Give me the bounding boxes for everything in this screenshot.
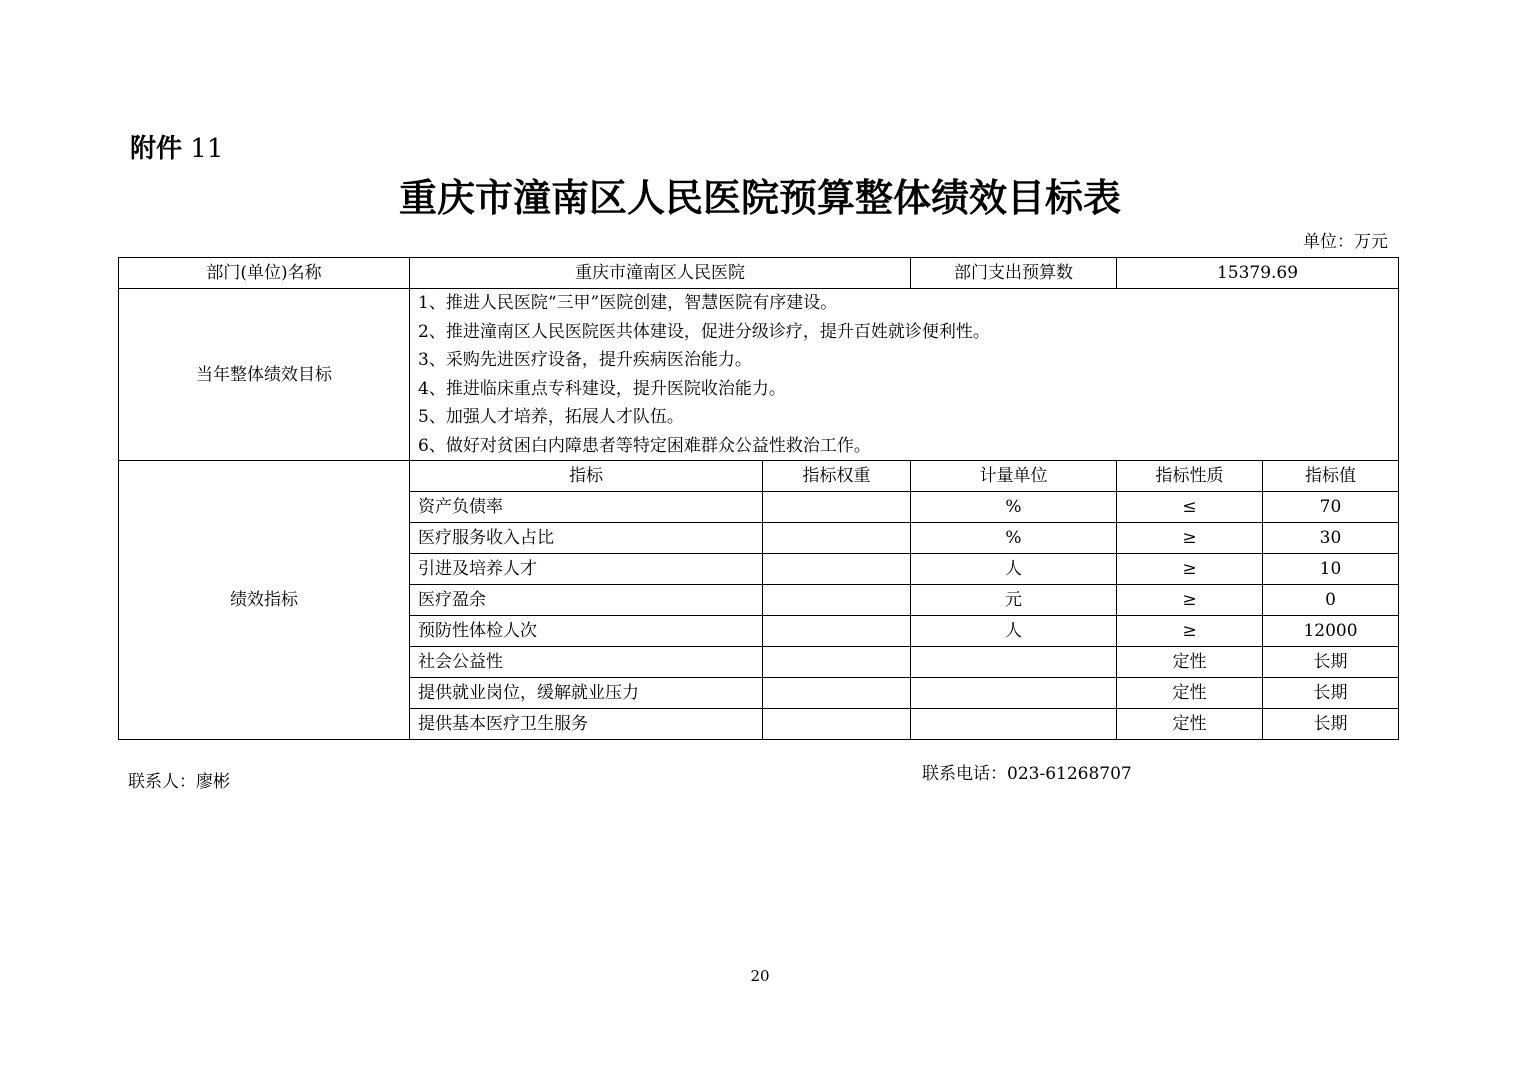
indicator-unit [911, 709, 1117, 740]
indicator-weight [763, 709, 911, 740]
indicator-name: 社会公益性 [410, 647, 763, 678]
indicator-value: 长期 [1263, 709, 1399, 740]
indicator-name: 资产负债率 [410, 492, 763, 523]
dept-name-cell: 重庆市潼南区人民医院 [410, 258, 911, 289]
indicator-value: 长期 [1263, 647, 1399, 678]
indicator-value: 12000 [1263, 616, 1399, 647]
indicator-value: 0 [1263, 585, 1399, 616]
performance-table [118, 257, 1399, 740]
indicator-nature: 定性 [1117, 678, 1263, 709]
header-indicator: 指标 [410, 461, 763, 492]
indicator-name: 预防性体检人次 [410, 616, 763, 647]
goals-row [119, 289, 1399, 461]
indicator-unit [911, 647, 1117, 678]
header-weight: 指标权重 [763, 461, 911, 492]
attachment-number: 11 [190, 134, 224, 164]
goal-item: 3、采购先进医疗设备，提升疾病医治能力。 [418, 350, 752, 370]
indicator-name: 提供就业岗位，缓解就业压力 [410, 678, 763, 709]
indicator-unit: 人 [911, 554, 1117, 585]
indicator-nature: ≥ [1117, 523, 1263, 554]
goals-content-cell [410, 289, 1399, 461]
indicator-header-row [119, 461, 1399, 492]
indicator-unit: 人 [911, 616, 1117, 647]
goal-item: 2、推进潼南区人民医院医共体建设，促进分级诊疗，提升百姓就诊便利性。 [418, 321, 990, 342]
attachment-label-text: 附件 [130, 134, 183, 164]
indicator-name: 引进及培养人才 [410, 554, 763, 585]
attachment-label [130, 132, 223, 166]
goal-item: 5、加强人才培养，拓展人才队伍。 [418, 407, 684, 427]
contact-person: 联系人：廖彬 [128, 772, 230, 792]
indicator-value: 30 [1263, 523, 1399, 554]
indicator-weight [763, 492, 911, 523]
budget-value-cell: 15379.69 [1117, 258, 1399, 289]
indicator-unit: % [911, 492, 1117, 523]
page-number: 20 [750, 967, 770, 985]
page-title: 重庆市潼南区人民医院预算整体绩效目标表 [398, 176, 1121, 220]
indicator-name: 医疗服务收入占比 [410, 523, 763, 554]
indicator-unit: 元 [911, 585, 1117, 616]
indicator-weight [763, 585, 911, 616]
indicator-weight [763, 523, 911, 554]
indicator-nature: ≥ [1117, 585, 1263, 616]
indicator-value: 70 [1263, 492, 1399, 523]
indicator-unit [911, 678, 1117, 709]
goal-item: 1、推进人民医院“三甲”医院创建，智慧医院有序建设。 [418, 293, 838, 313]
indicator-nature: 定性 [1117, 709, 1263, 740]
info-row [119, 258, 1399, 289]
header-value: 指标值 [1263, 461, 1399, 492]
indicator-name: 医疗盈余 [410, 585, 763, 616]
header-nature: 指标性质 [1117, 461, 1263, 492]
indicators-label-cell: 绩效指标 [119, 461, 410, 740]
indicator-nature: ≤ [1117, 492, 1263, 523]
indicator-value: 10 [1263, 554, 1399, 585]
indicator-name: 提供基本医疗卫生服务 [410, 709, 763, 740]
budget-label-cell: 部门支出预算数 [911, 258, 1117, 289]
indicator-nature: ≥ [1117, 616, 1263, 647]
indicator-weight [763, 616, 911, 647]
indicator-nature: 定性 [1117, 647, 1263, 678]
goal-item: 6、做好对贫困白内障患者等特定困难群众公益性救治工作。 [418, 435, 871, 456]
indicator-value: 长期 [1263, 678, 1399, 709]
indicator-nature: ≥ [1117, 554, 1263, 585]
indicator-weight [763, 554, 911, 585]
goals-label-cell: 当年整体绩效目标 [119, 289, 410, 461]
indicator-weight [763, 647, 911, 678]
contact-phone: 联系电话：023-61268707 [922, 764, 1132, 784]
indicator-unit: % [911, 523, 1117, 554]
goal-item: 4、推进临床重点专科建设，提升医院收治能力。 [418, 378, 786, 399]
indicator-weight [763, 678, 911, 709]
header-unit: 计量单位 [911, 461, 1117, 492]
dept-label-cell: 部门(单位)名称 [119, 258, 410, 289]
unit-label: 单位：万元 [1303, 232, 1388, 252]
